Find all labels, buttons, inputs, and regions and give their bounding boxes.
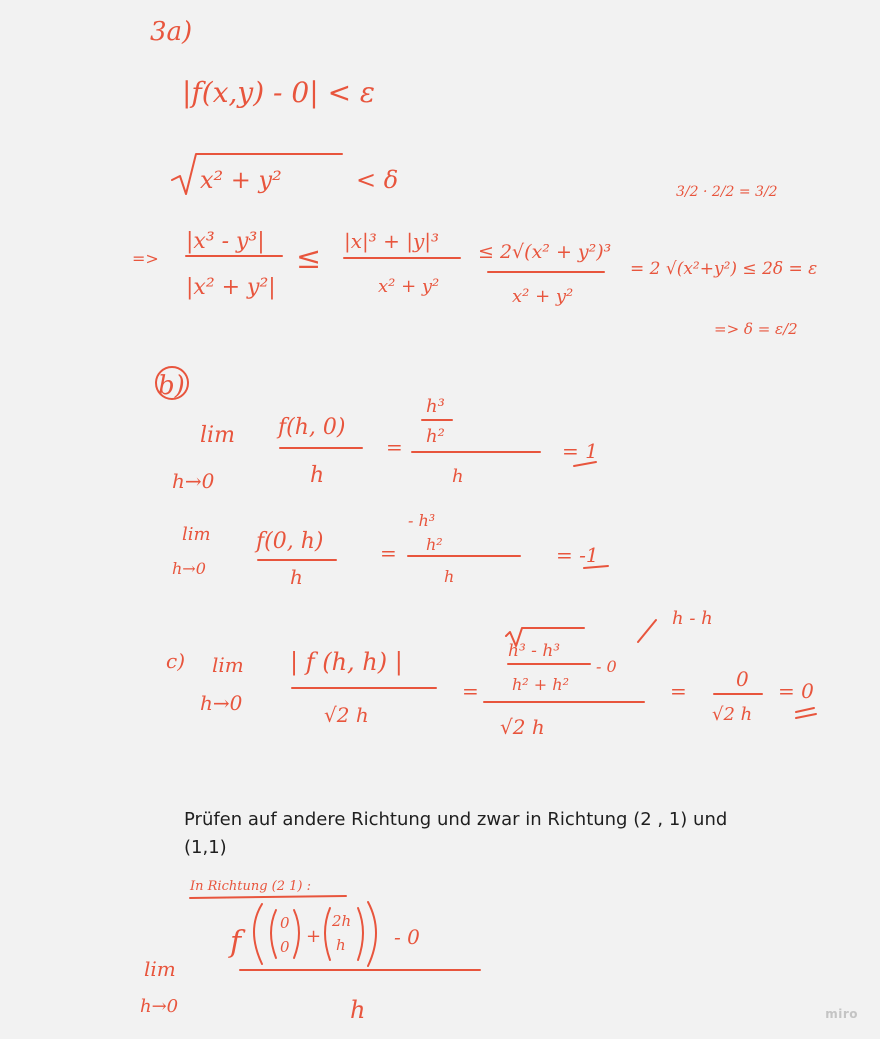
frac3-denominator: x² + y² <box>512 286 574 307</box>
side-note: 3/2 · 2/2 = 3/2 <box>676 184 778 200</box>
part-c-mid-inner-den: h² + h² <box>512 675 570 694</box>
part-c-lim-word: lim <box>212 653 244 677</box>
lim2-sub: h→0 <box>172 559 206 578</box>
part-a-line1: |f(x,y) - 0| < ε <box>182 76 375 109</box>
frac2-numerator: |x|³ + |y|³ <box>344 229 440 253</box>
lim1-word: lim <box>200 423 235 448</box>
part-a-line2-rhs: < δ <box>356 166 399 194</box>
outer-paren-left <box>254 904 262 964</box>
part-c-annot: h - h <box>672 608 713 629</box>
part-c-numerator: | f (h, h) | <box>290 648 403 676</box>
outer-paren-right <box>368 902 376 966</box>
part-d-f: f <box>230 925 242 960</box>
vec2-bottom: h <box>336 936 346 954</box>
typed-text-note[interactable]: Prüfen auf andere Richtung und zwar in Richtung (2 , 1) und (1,1) <box>184 809 728 858</box>
vec1-paren-left <box>271 910 276 958</box>
part-c-res-num: 0 <box>736 667 749 691</box>
part-d-heading: In Richtung (2 1) : <box>190 879 311 894</box>
part-d-minus-zero: - 0 <box>394 925 420 949</box>
part-d-denominator: h <box>350 996 366 1024</box>
part-d-lim-sub: h→0 <box>140 996 179 1017</box>
eq-sign-1: = <box>386 435 403 459</box>
part-c-mid-den: √2 h <box>500 715 545 739</box>
part-c-label: c) <box>166 649 186 673</box>
vec2-paren-left <box>325 908 330 960</box>
miro-watermark: miro <box>825 1007 858 1021</box>
vec1-paren-right <box>294 910 299 958</box>
part-c-mid-minus: - 0 <box>596 657 617 676</box>
lim1-mid-num1: h³ <box>426 396 445 417</box>
frac1-denominator: |x² + y²| <box>186 275 276 300</box>
part-c-result: = 0 <box>778 679 814 703</box>
part-b-label: b) <box>158 371 185 401</box>
lim2-mid-den: h <box>444 567 455 586</box>
vec1-top: 0 <box>280 914 290 932</box>
part-c-eq-2: = <box>670 679 687 703</box>
vec2-paren-right <box>358 908 363 960</box>
part-a-conclusion: => δ = ε/2 <box>714 320 798 338</box>
eq-sign-2: = <box>380 541 397 565</box>
lim2-word: lim <box>182 524 211 545</box>
lim1-denominator: h <box>310 463 325 488</box>
lim1-sub: h→0 <box>172 469 215 493</box>
part-c-underline-2 <box>796 714 816 718</box>
part-a-result: = 2 √(x²+y²) ≤ 2δ = ε <box>630 259 818 279</box>
part-a-label: 3a) <box>150 17 193 47</box>
part-c-denominator: √2 h <box>324 703 369 727</box>
part-c-mid-inner-num: h³ - h³ <box>508 641 561 661</box>
lim2-mid-num1: - h³ <box>408 511 436 530</box>
part-d-lim-word: lim <box>144 957 176 981</box>
lim2-result: = -1 <box>556 543 599 567</box>
frac2-denominator: x² + y² <box>378 276 440 297</box>
lim1-result: = 1 <box>562 439 598 463</box>
vec2-top: 2h <box>332 912 352 930</box>
lim1-mid-den: h <box>452 466 464 487</box>
lim2-denominator: h <box>290 565 303 589</box>
leq-sign: ≤ <box>296 241 322 276</box>
lim2-mid-num2: h² <box>426 535 443 554</box>
part-c-eq-1: = <box>462 679 479 703</box>
lim1-numerator: f(h, 0) <box>278 415 346 440</box>
lim1-mid-num2: h² <box>426 426 445 447</box>
part-c-res-den: √2 h <box>712 704 753 725</box>
vec1-bottom: 0 <box>280 938 290 956</box>
part-a-radicand: x² + y² <box>200 166 282 194</box>
part-c-lim-sub: h→0 <box>200 691 243 715</box>
part-c-annot-pointer <box>638 620 656 642</box>
part-d-heading-underline <box>190 896 346 898</box>
part-d-plus: + <box>306 926 322 947</box>
lim2-numerator: f(0, h) <box>256 529 324 554</box>
frac1-numerator: |x³ - y³| <box>186 229 265 254</box>
part-c-underline-1 <box>796 708 814 712</box>
frac3-numerator: ≤ 2√(x² + y²)³ <box>478 241 612 263</box>
implies-arrow: => <box>132 249 159 268</box>
